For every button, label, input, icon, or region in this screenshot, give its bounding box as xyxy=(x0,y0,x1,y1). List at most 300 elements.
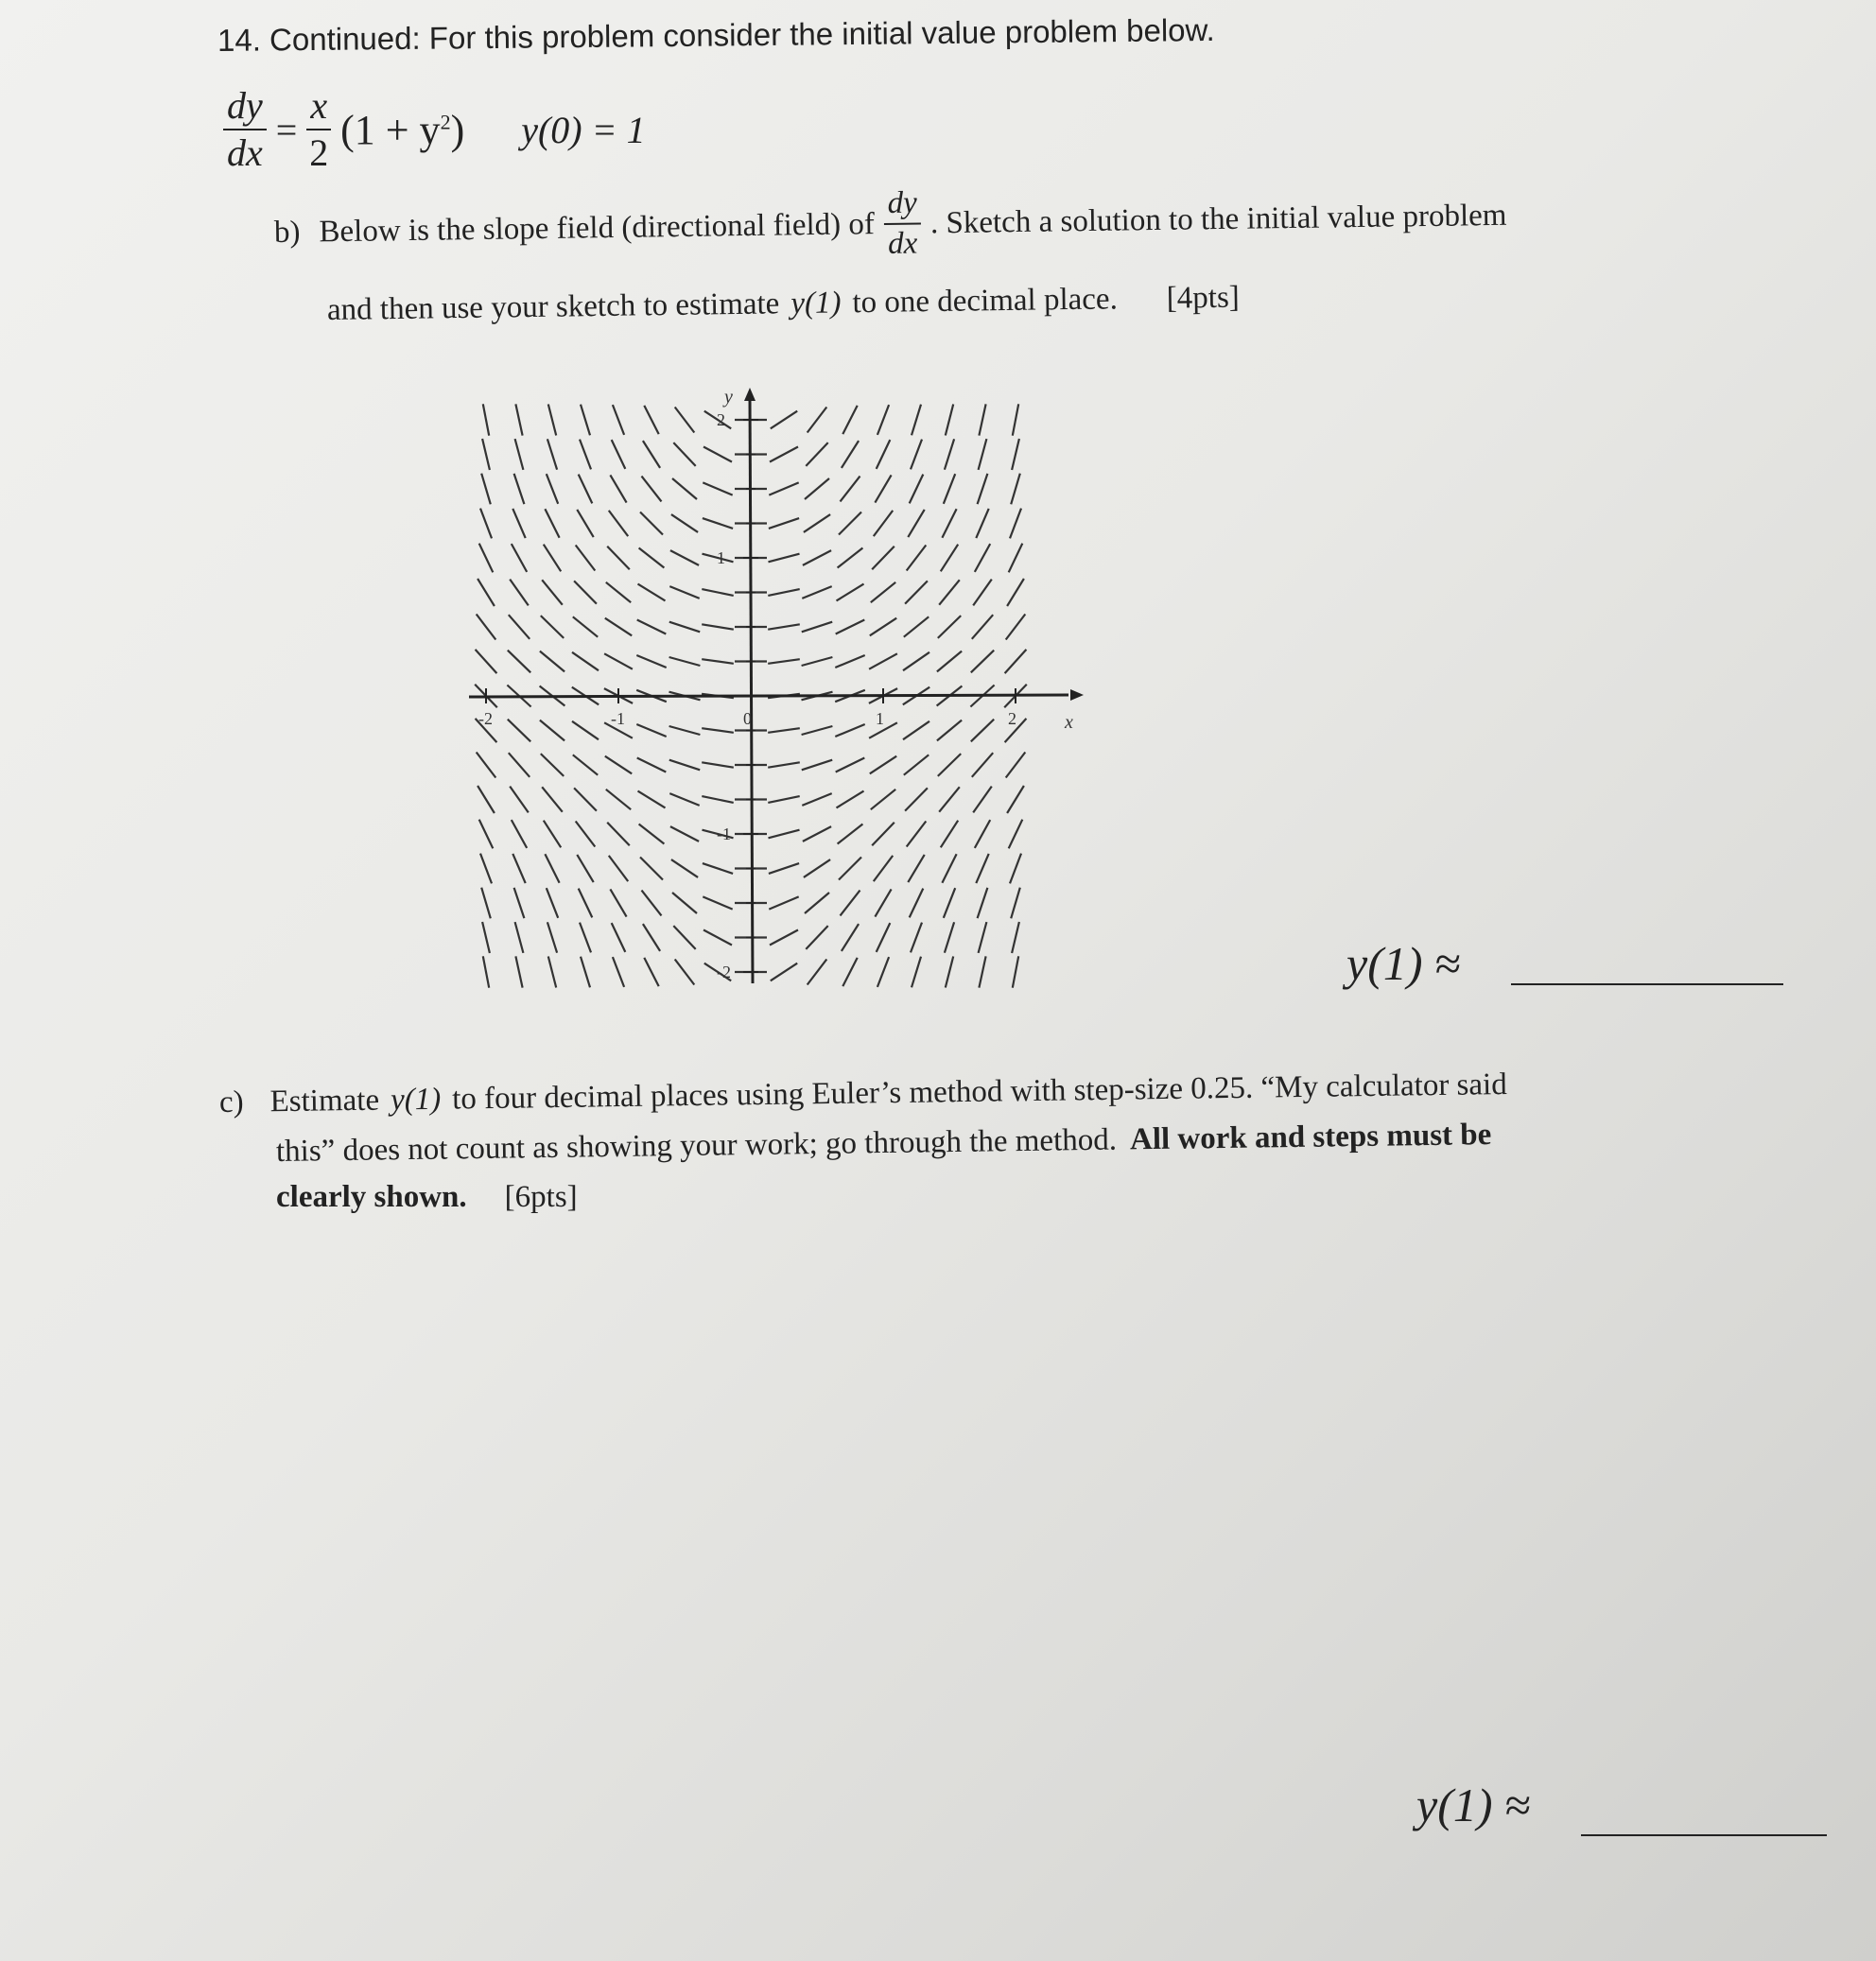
slope-segment xyxy=(942,854,956,882)
problem-header: 14. Continued: For this problem consider the initial value problem below. xyxy=(217,11,1215,58)
part-c-line1 xyxy=(219,1067,1507,1120)
slope-segment xyxy=(805,893,829,913)
slope-segment xyxy=(547,922,557,952)
slope-segment xyxy=(904,616,929,636)
slope-segment xyxy=(835,655,864,668)
slope-segment xyxy=(579,475,593,504)
slope-segment xyxy=(702,659,734,664)
slope-segment xyxy=(607,547,630,570)
slope-segment xyxy=(908,855,924,882)
slope-segment xyxy=(479,820,494,849)
slope-segment xyxy=(637,620,667,634)
slope-segment xyxy=(675,408,695,433)
slope-segment xyxy=(875,475,891,502)
slope-segment xyxy=(842,958,857,986)
slope-segment xyxy=(605,618,632,636)
slope-segment xyxy=(877,957,889,987)
slope-segment xyxy=(702,796,733,803)
slope-segment xyxy=(973,787,992,813)
slope-segment xyxy=(548,405,556,436)
slope-segment xyxy=(515,439,524,470)
slope-segment xyxy=(1006,615,1026,640)
slope-segment xyxy=(804,859,830,877)
slope-segment xyxy=(769,896,798,909)
slope-segment xyxy=(636,655,666,668)
x-axis-label: x xyxy=(1065,712,1073,733)
slope-segment xyxy=(573,616,598,636)
slope-segment xyxy=(907,822,927,847)
slope-segment xyxy=(971,651,994,673)
slope-segment xyxy=(907,546,927,571)
slope-segment xyxy=(946,405,953,436)
slope-segment xyxy=(842,924,859,951)
slope-segment xyxy=(978,474,988,504)
slope-segment xyxy=(802,793,831,806)
part-c-line2 xyxy=(276,1118,1492,1170)
slope-segment xyxy=(770,930,798,946)
part-c-bold2: clearly shown. xyxy=(276,1180,467,1214)
slope-segment xyxy=(644,958,658,986)
slope-segment xyxy=(805,478,829,499)
slope-segment xyxy=(802,760,832,771)
slope-segment xyxy=(610,475,626,502)
slope-segment xyxy=(1005,650,1027,673)
slope-segment xyxy=(542,787,563,811)
slope-segment xyxy=(945,922,954,952)
slope-segment xyxy=(540,651,565,672)
slope-segment xyxy=(938,754,961,776)
slope-segment xyxy=(512,820,527,848)
x-axis xyxy=(469,695,1068,697)
ode-initial-condition: y(0) = 1 xyxy=(521,108,646,151)
part-b-fraction xyxy=(883,187,921,260)
slope-segment xyxy=(671,859,698,877)
slope-segment xyxy=(514,888,525,918)
part-b-text4: to one decimal place. xyxy=(852,282,1119,321)
y-axis xyxy=(750,399,753,983)
slope-segment xyxy=(905,581,928,603)
slope-segment xyxy=(671,514,698,532)
slope-segment xyxy=(802,586,831,599)
part-b-text2: . Sketch a solution to the initial value problem xyxy=(929,198,1507,240)
slope-segment xyxy=(479,544,494,573)
slope-segment xyxy=(477,753,496,778)
ode-factor-exp: 2 xyxy=(440,109,451,133)
slope-segment xyxy=(944,474,955,504)
slope-segment xyxy=(978,888,988,918)
y-axis-label: y xyxy=(724,387,733,408)
slope-segment xyxy=(972,615,993,639)
slope-segment xyxy=(510,580,529,606)
slope-segment xyxy=(638,584,666,601)
slope-segment xyxy=(640,858,663,880)
slope-segment xyxy=(841,891,860,916)
slope-segment xyxy=(613,957,624,987)
slope-segment xyxy=(702,762,734,767)
slope-segment xyxy=(509,753,530,777)
slope-segment xyxy=(481,888,491,919)
slope-segment xyxy=(802,622,832,633)
slope-segment xyxy=(910,889,924,918)
slope-segment xyxy=(670,826,699,842)
slope-segment xyxy=(870,618,896,636)
slope-segment xyxy=(979,922,987,953)
slope-segment xyxy=(547,888,558,918)
slope-segment xyxy=(703,518,733,529)
slope-segment xyxy=(606,582,631,602)
slope-segment xyxy=(476,650,497,673)
slope-segment xyxy=(606,790,631,809)
slope-segment xyxy=(874,856,893,881)
slope-segment xyxy=(903,652,929,670)
slope-segment xyxy=(613,405,624,435)
slope-segment xyxy=(771,963,797,981)
slope-segment xyxy=(938,616,961,638)
slope-segment xyxy=(669,657,701,666)
part-c-answer-line[interactable] xyxy=(1581,1834,1827,1836)
slope-segment xyxy=(638,791,666,808)
slope-segment xyxy=(835,724,864,737)
slope-segment xyxy=(976,509,988,538)
slope-segment xyxy=(946,957,953,988)
slope-segment xyxy=(939,580,960,604)
slope-segment xyxy=(643,441,660,468)
slope-segment xyxy=(515,922,524,953)
slope-segment xyxy=(904,755,929,774)
slope-segment xyxy=(605,756,632,774)
slope-segment xyxy=(975,544,990,572)
slope-segment xyxy=(1009,544,1023,573)
y-axis-arrow xyxy=(744,388,756,401)
slope-segment xyxy=(939,787,960,811)
slope-segment xyxy=(577,855,593,882)
slope-segment xyxy=(877,923,891,952)
slope-segment xyxy=(548,957,556,988)
slope-segment xyxy=(912,957,921,988)
slope-segment xyxy=(1013,956,1018,987)
slope-segment xyxy=(547,474,558,504)
x-tick-label: 0 xyxy=(743,709,752,728)
slope-segment xyxy=(542,580,563,604)
slope-segment xyxy=(515,404,522,435)
x-tick-label: -1 xyxy=(611,709,625,728)
slope-segment xyxy=(903,721,929,739)
slope-segment xyxy=(979,956,985,987)
slope-segment xyxy=(979,439,987,470)
part-b-line1 xyxy=(273,180,1506,269)
slope-segment xyxy=(842,441,859,468)
part-c-line3 xyxy=(276,1180,578,1215)
part-b-answer-line[interactable] xyxy=(1511,983,1783,985)
slope-segment xyxy=(1011,888,1020,919)
part-c-y1: y(1) xyxy=(390,1082,442,1118)
slope-segment xyxy=(971,720,994,742)
slope-field-chart xyxy=(454,378,1097,1002)
slope-segment xyxy=(837,791,864,808)
slope-segment xyxy=(806,443,827,466)
slope-segment xyxy=(842,406,857,434)
slope-segment xyxy=(973,580,992,606)
slope-segment xyxy=(808,408,827,433)
slope-segment xyxy=(911,440,922,470)
slope-segment xyxy=(581,405,590,436)
slope-segment xyxy=(643,924,660,951)
slope-segment xyxy=(1006,753,1026,778)
slope-segment xyxy=(836,620,865,634)
slope-segment xyxy=(512,544,527,572)
ode-rhs-fraction xyxy=(306,84,331,174)
slope-segment xyxy=(769,863,799,874)
slope-segment xyxy=(541,616,564,638)
slope-segment xyxy=(944,888,955,918)
part-c-answer-label: y(1) ≈ xyxy=(1416,1779,1531,1831)
slope-segment xyxy=(483,956,489,987)
slope-segment xyxy=(702,728,734,733)
slope-segment xyxy=(636,724,666,737)
slope-segment xyxy=(515,956,522,987)
slope-segment xyxy=(975,820,990,848)
slope-segment xyxy=(870,756,896,774)
y-tick-label: 2 xyxy=(717,410,725,429)
slope-segment xyxy=(547,439,557,469)
slope-segment xyxy=(769,830,800,839)
slope-segment xyxy=(837,584,864,601)
slope-segment xyxy=(604,653,633,668)
slope-segment xyxy=(544,545,561,572)
part-c-text1: Estimate xyxy=(269,1083,380,1119)
slope-segment xyxy=(803,826,831,842)
slope-segment xyxy=(937,651,962,672)
slope-segment xyxy=(702,624,734,629)
slope-segment xyxy=(704,930,732,946)
slope-segment xyxy=(640,512,663,535)
slope-segment xyxy=(872,547,895,570)
slope-segment xyxy=(702,589,733,596)
slope-segment xyxy=(877,405,889,435)
slope-segment xyxy=(512,509,525,538)
slope-segment xyxy=(838,824,863,844)
ode-factor-close: ) xyxy=(450,106,465,153)
slope-segment xyxy=(839,858,861,880)
slope-segment xyxy=(768,659,800,664)
slope-segment xyxy=(937,720,962,741)
slope-segment xyxy=(483,404,489,435)
slope-segment xyxy=(941,821,958,848)
slope-segment xyxy=(905,788,928,810)
slope-segment xyxy=(877,440,891,469)
slope-segment xyxy=(910,475,924,504)
slope-segment xyxy=(576,822,596,847)
slope-segment xyxy=(1007,579,1024,606)
slope-segment xyxy=(545,854,559,882)
part-b-points: [4pts] xyxy=(1166,280,1241,316)
slope-segment xyxy=(976,854,988,883)
slope-segment xyxy=(945,439,954,469)
x-axis-arrow xyxy=(1070,689,1084,701)
y-tick-label: -2 xyxy=(717,963,731,981)
slope-segment xyxy=(768,589,799,596)
slope-segment xyxy=(703,482,732,495)
slope-segment xyxy=(577,510,593,537)
slope-segment xyxy=(609,511,628,536)
part-b-y1: y(1) xyxy=(790,286,842,321)
part-b-line2 xyxy=(327,281,1240,328)
slope-segment xyxy=(673,443,695,466)
ode-rhs-factor xyxy=(340,106,464,154)
slope-segment xyxy=(675,960,695,985)
slope-segment xyxy=(875,889,891,916)
part-c-bold1: All work and steps must be xyxy=(1129,1118,1492,1157)
slope-segment xyxy=(911,923,922,953)
ode-lhs-num: dy xyxy=(223,87,267,130)
slope-segment xyxy=(644,406,658,434)
part-b-frac-den: dx xyxy=(887,226,918,261)
slope-segment xyxy=(512,854,525,883)
slope-segment xyxy=(607,823,630,846)
slope-segment xyxy=(480,854,492,884)
slope-segment xyxy=(669,726,701,735)
slope-segment xyxy=(839,512,861,535)
part-c-label: c) xyxy=(218,1085,244,1119)
slope-segment xyxy=(514,474,525,504)
slope-segment xyxy=(979,404,985,435)
slope-segment xyxy=(541,754,564,776)
slope-segment xyxy=(770,447,798,462)
slope-segment xyxy=(669,622,700,633)
slope-segment xyxy=(637,758,667,772)
slope-segment xyxy=(1013,404,1018,435)
slope-segment xyxy=(669,793,699,806)
slope-segment xyxy=(942,509,956,537)
slope-segment xyxy=(802,657,833,666)
slope-segment xyxy=(704,447,732,462)
part-c-text2: to four decimal places using Euler’s method with step-size 0.25. “My calculator said xyxy=(451,1067,1507,1117)
slope-segment xyxy=(545,509,559,537)
slope-segment xyxy=(573,755,598,774)
slope-segment xyxy=(769,554,800,563)
x-tick-label: 2 xyxy=(1008,709,1016,728)
slope-segment xyxy=(482,439,490,470)
y-tick-label: 1 xyxy=(717,548,725,567)
slope-segment xyxy=(669,586,699,599)
slope-segment xyxy=(1010,854,1021,884)
slope-segment xyxy=(610,889,626,916)
slope-segment xyxy=(508,720,530,742)
y-tick-label: -1 xyxy=(717,824,731,843)
ode-rhs-num: x xyxy=(306,87,331,130)
slope-segment xyxy=(1011,474,1020,505)
slope-segment xyxy=(580,440,591,470)
slope-segment xyxy=(574,788,597,810)
part-c-points: [6pts] xyxy=(504,1180,578,1214)
slope-segment xyxy=(580,923,591,953)
slope-segment xyxy=(642,477,662,502)
ode-equals: = xyxy=(275,108,298,151)
ode-lhs-den: dx xyxy=(227,131,263,174)
slope-segment xyxy=(478,579,495,606)
slope-segment xyxy=(1007,786,1024,813)
slope-segment xyxy=(841,477,860,502)
x-tick-label: -2 xyxy=(478,709,493,728)
slope-segment xyxy=(872,823,895,846)
slope-segment xyxy=(703,896,732,909)
slope-segment xyxy=(572,721,599,739)
ode-equation xyxy=(223,84,646,174)
slope-segment xyxy=(477,615,496,640)
slope-segment xyxy=(572,652,599,670)
slope-segment xyxy=(581,957,590,988)
slope-segment xyxy=(673,926,695,949)
slope-segment xyxy=(768,624,800,629)
part-b-text3: and then use your sketch to estimate xyxy=(326,286,780,327)
slope-segment xyxy=(908,510,924,537)
slope-segment xyxy=(871,582,895,602)
slope-segment xyxy=(703,863,733,874)
slope-segment xyxy=(769,482,798,495)
slope-segment xyxy=(869,653,897,668)
part-b-text1: Below is the slope field (directional field) of xyxy=(319,206,876,249)
slope-segment xyxy=(639,824,665,844)
slope-segment xyxy=(771,411,797,429)
slope-segment xyxy=(478,786,495,813)
slope-segment xyxy=(509,615,530,639)
slope-segment xyxy=(768,796,799,803)
slope-segment xyxy=(639,548,665,568)
slope-segment xyxy=(804,514,830,532)
slope-segment xyxy=(574,581,597,603)
slope-segment xyxy=(838,548,863,568)
slope-segment xyxy=(672,478,697,499)
slope-segment xyxy=(480,509,492,539)
slope-segment xyxy=(1012,439,1019,470)
ode-rhs-den: 2 xyxy=(309,131,329,174)
part-b-frac-num: dy xyxy=(883,187,921,225)
slope-segment xyxy=(482,922,490,953)
slope-segment xyxy=(769,518,799,529)
slope-segment xyxy=(871,790,895,809)
ode-factor-open: (1 + y xyxy=(340,106,441,153)
slope-segment xyxy=(802,726,833,735)
slope-segment xyxy=(510,787,529,813)
slope-segment xyxy=(612,440,626,469)
slope-segment xyxy=(612,923,626,952)
slope-segment xyxy=(1009,820,1023,849)
slope-segment xyxy=(806,926,827,949)
slope-segment xyxy=(508,651,530,673)
slope-segment xyxy=(669,760,700,771)
slope-segment xyxy=(912,405,921,436)
slope-segment xyxy=(808,960,827,985)
x-tick-label: 1 xyxy=(876,709,884,728)
part-b-answer-label: y(1) ≈ xyxy=(1346,937,1461,990)
part-b-label: b) xyxy=(273,215,301,250)
slope-segment xyxy=(803,550,831,565)
slope-segment xyxy=(768,762,800,767)
slope-segment xyxy=(1012,922,1019,953)
slope-segment xyxy=(642,891,662,916)
slope-segment xyxy=(576,546,596,571)
axes xyxy=(469,388,1084,983)
ode-lhs-fraction xyxy=(223,84,267,174)
slope-segment xyxy=(1010,509,1021,539)
slope-segment xyxy=(874,511,893,536)
slope-segment xyxy=(670,550,699,565)
part-c-text3: this” does not count as showing your work; go through the method. xyxy=(275,1122,1118,1169)
slope-segment xyxy=(579,889,593,918)
slope-segment xyxy=(540,720,565,741)
slope-segment xyxy=(544,821,561,848)
slope-segment xyxy=(941,545,958,572)
